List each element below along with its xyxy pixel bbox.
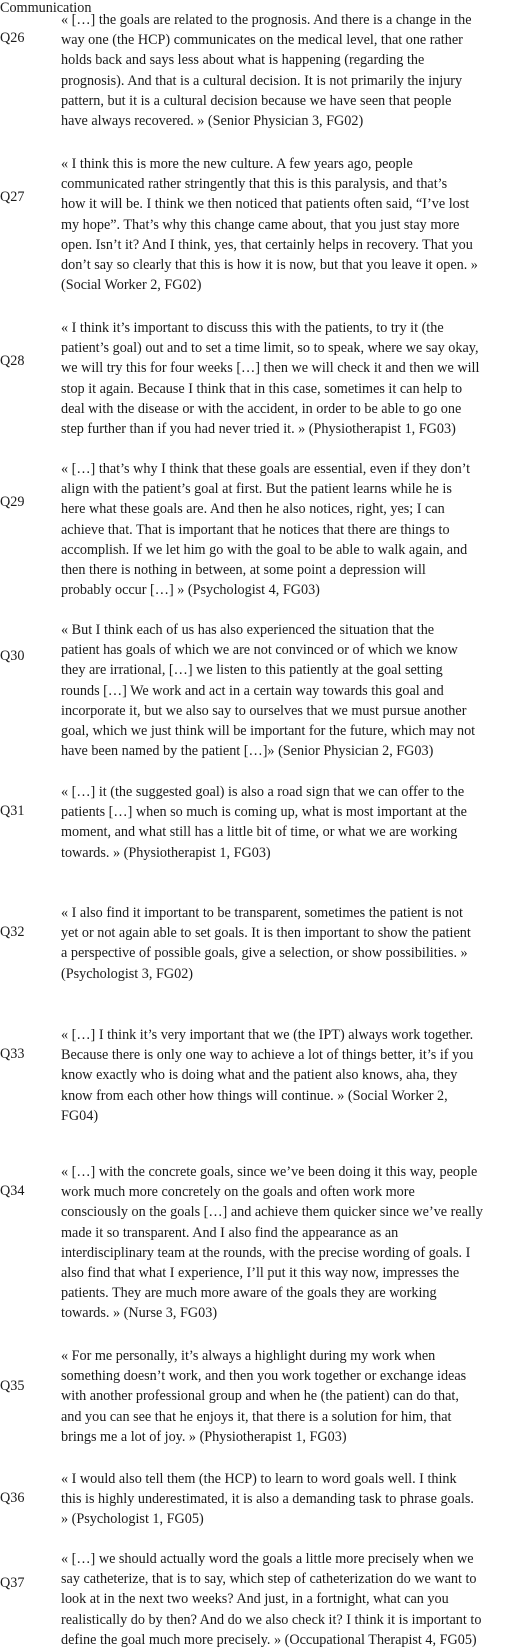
quote-line: say catheterize, that is to say, which step of catheterization do we want to	[61, 1571, 477, 1588]
quote-id: Q30	[0, 648, 25, 664]
quote-text	[61, 1469, 516, 1530]
quote-text	[61, 1549, 516, 1650]
quote-line: my hope”. That’s why this change came about, that you just stay more	[61, 216, 460, 233]
quote-line: patient’s goal) out and to set a time limit, so to speak, where we say okay,	[61, 340, 479, 357]
quote-id: Q33	[0, 1046, 25, 1062]
quote-text	[61, 782, 516, 863]
quote-line: then there is nothing in between, at some point a depression will	[61, 562, 426, 579]
quote-line: know from each other how things will continue. » (Social Worker 2,	[61, 1087, 448, 1104]
quote-line: have been named by the patient […]» (Senior Physician 2, FG03)	[61, 743, 434, 760]
quote-line: interdisciplinary team at the rounds, with the precise wording of goals. I	[61, 1244, 471, 1261]
quote-line: « […] I think it’s very important that we (the IPT) always work together.	[61, 1027, 474, 1043]
quote-line: « […] it (the suggested goal) is also a road sign that we can offer to the	[61, 784, 465, 800]
quote-id: Q31	[0, 803, 25, 819]
quote-id: Q37	[0, 1575, 25, 1591]
quote-line: goal, which we just think will be important for the future, which may not	[61, 723, 476, 740]
quote-line: stop it again. Because I think that in this case, sometimes it can help to	[61, 380, 463, 397]
quote-line: Because there is only one way to achieve a lot of things better, it’s if you	[61, 1047, 474, 1064]
quote-text	[61, 1162, 516, 1324]
quote-line: deal with the disease or with the accident, in order to be able to go one	[61, 400, 462, 417]
quote-line: « For me personally, it’s always a highlight during my work when	[61, 1348, 436, 1364]
quote-line: » (Psychologist 1, FG05)	[61, 1511, 204, 1528]
quote-line: also find that what I experience, I’ll put it this way now, impresses the	[61, 1265, 460, 1282]
quote-id: Q36	[0, 1490, 25, 1506]
quote-line: communicated rather stringently that this is this paralysis, and that’s	[61, 176, 448, 193]
quote-line: work much more concretely on the goals and often work more	[61, 1184, 415, 1201]
quote-line: patient has goals of which we are not convinced or of which we know	[61, 642, 458, 659]
quote-text	[61, 1346, 516, 1447]
quote-id: Q26	[0, 30, 25, 46]
quote-line: « But I think each of us has also experienced the situation that the	[61, 622, 435, 638]
quote-line: holds back and says less about what is happening (regarding the	[61, 52, 425, 69]
quote-id: Q29	[0, 494, 25, 510]
quote-line: something doesn’t work, and then you work together or exchange ideas	[61, 1368, 467, 1385]
quote-line: brings me a lot of joy. » (Physiotherapist 1, FG03)	[61, 1428, 347, 1445]
quote-line: « […] the goals are related to the prognosis. And there is a change in the	[61, 12, 472, 28]
quote-line: this is highly underestimated, it is also a demanding task to phrase goals.	[61, 1491, 474, 1508]
quote-line: moment, and what still has a little bit of time, or what we are working	[61, 824, 458, 841]
quote-line: they are irrational, […] we listen to this patiently at the goal setting	[61, 662, 443, 679]
quote-text	[61, 620, 516, 761]
quote-text	[61, 318, 516, 439]
quote-line: patients […] when so much is coming up, what is most important at the	[61, 804, 467, 821]
quote-line: how it will be. I think we then noticed that patients often said, “I’ve lost	[61, 196, 470, 213]
quote-line: patients. They are much more aware of the goals they are working	[61, 1285, 437, 1302]
quote-line: step further than if you had never tried it. » (Physiotherapist 1, FG03)	[61, 421, 456, 438]
quote-line: a perspective of possible goals, give a selection, or show possibilities. »	[61, 945, 468, 962]
quote-line: probably occur […] » (Psychologist 4, FG03)	[61, 582, 320, 599]
quote-line: look at in the next two weeks? And just, in a fortnight, what can you	[61, 1591, 449, 1608]
quote-line: towards. » (Physiotherapist 1, FG03)	[61, 844, 271, 861]
quote-line: pattern, but it is a cultural decision because we have seen that people	[61, 92, 452, 109]
quote-line: consciously on the goals […] and achieve them quicker since we’ve really	[61, 1204, 483, 1221]
quote-line: way one (the HCP) communicates on the medical level, that one rather	[61, 32, 463, 49]
quote-line: « I also find it important to be transparent, sometimes the patient is not	[61, 905, 463, 921]
quote-line: « […] with the concrete goals, since we’ve been doing it this way, people	[61, 1164, 478, 1180]
quote-line: FG04)	[61, 1107, 99, 1124]
quote-text	[61, 154, 516, 295]
quote-id: Q32	[0, 924, 25, 940]
quote-line: realistically do by then? And do we also check it? I think it is important to	[61, 1611, 482, 1628]
quote-line: open. Isn’t it? And I think, yes, that certainly helps in recovery. That you	[61, 236, 473, 253]
quote-id: Q34	[0, 1183, 25, 1199]
quote-id: Q27	[0, 189, 25, 205]
quote-line: rounds […] We work and act in a certain way towards this goal and	[61, 682, 444, 699]
quote-line: we will try this for four weeks […] then we will check it and then we will	[61, 360, 480, 377]
quote-line: don’t say so clearly that this is how it is now, but that you leave it open. »	[61, 257, 478, 274]
quote-text	[61, 903, 516, 984]
quote-line: and you can see that he enjoys it, that there is a solution for him, that	[61, 1408, 452, 1425]
quote-line: « […] that’s why I think that these goals are essential, even if they don’t	[61, 461, 471, 477]
quote-line: towards. » (Nurse 3, FG03)	[61, 1305, 218, 1322]
quote-line: « I think it’s important to discuss this with the patients, to try it (the	[61, 320, 444, 336]
quote-line: « I think this is more the new culture. A few years ago, people	[61, 156, 413, 172]
quote-line: align with the patient’s goal at first. But the patient learns while he is	[61, 481, 452, 498]
quote-line: « […] we should actually word the goals a little more precisely when we	[61, 1551, 474, 1567]
quote-line: prognosis). And that is a cultural decision. It is not primarily the injury	[61, 72, 463, 89]
quote-id: Q28	[0, 353, 25, 369]
quote-line: incorporate it, but we also say to ourselves that we must pursue another	[61, 702, 467, 719]
quote-line: (Psychologist 3, FG02)	[61, 965, 194, 982]
quote-text	[61, 459, 516, 600]
quote-id: Q35	[0, 1378, 25, 1394]
quote-line: know exactly who is doing what and the patient also knows, aha, they	[61, 1067, 458, 1084]
quote-line: define the goal much more precisely. » (Occupational Therapist 4, FG05)	[61, 1631, 477, 1648]
quote-text	[61, 1025, 516, 1126]
quote-line: made it so transparent. And I also find the appearance as an	[61, 1224, 399, 1241]
quote-line: have always recovered. » (Senior Physician 3, FG02)	[61, 113, 364, 130]
quote-line: yet or not again able to set goals. It is then important to show the patient	[61, 925, 471, 942]
quote-line: « I would also tell them (the HCP) to learn to word goals well. I think	[61, 1471, 457, 1487]
quote-line: (Social Worker 2, FG02)	[61, 277, 202, 294]
quote-line: here what these goals are. And then he also notices, right, yes; I can	[61, 501, 445, 518]
section-title: Communication	[0, 0, 92, 16]
quote-line: with another professional group and when he (the patient) can do that,	[61, 1388, 459, 1405]
quote-line: accomplish. If we let him go with the goal to be able to walk again, and	[61, 541, 468, 558]
quote-text	[61, 10, 516, 131]
quote-line: achieve that. That is important that he notices that there are things to	[61, 521, 450, 538]
